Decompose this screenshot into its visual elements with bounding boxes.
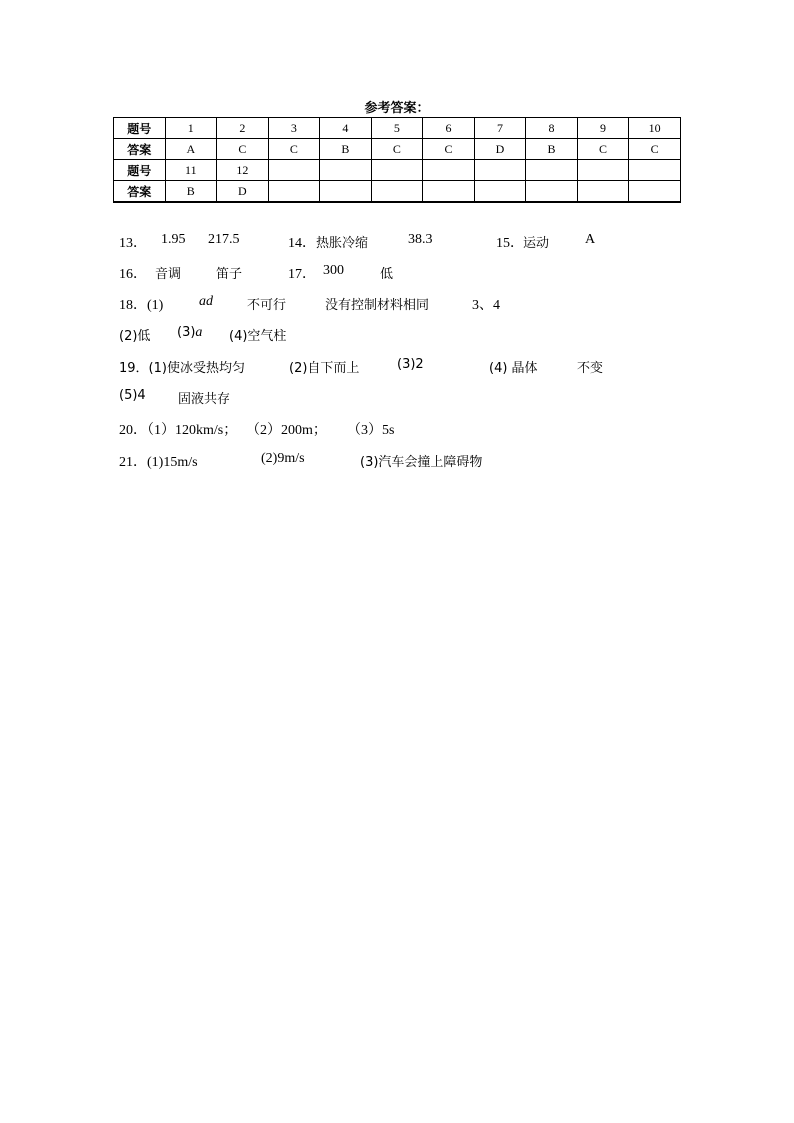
answer-line-16-17 (0, 263, 794, 283)
question-number-cell: 2 (217, 118, 269, 139)
empty-cell (629, 181, 681, 203)
empty-cell (526, 181, 578, 203)
answer-18-2: (2)低 (119, 329, 151, 344)
answer-line-13-15 (0, 232, 794, 252)
answer-20-3: （3）5s (347, 423, 395, 438)
answer-20-2: （2）200m； (246, 423, 327, 438)
answer-16-number: 16． (119, 267, 147, 282)
answer-cell: C (423, 139, 475, 160)
answer-15-a: 运动 (523, 236, 550, 251)
answer-cell: C (629, 139, 681, 160)
row-label-question: 题号 (114, 160, 166, 181)
question-number-cell: 5 (371, 118, 423, 139)
answer-15-b: A (585, 232, 596, 247)
table-row (114, 139, 681, 160)
answer-19-4b: 不变 (577, 361, 604, 376)
answer-18-c: 没有控制材料相同 (325, 298, 430, 313)
answer-table (113, 117, 681, 203)
answer-line-18 (0, 294, 794, 314)
answer-cell: B (526, 139, 578, 160)
table-row (114, 181, 681, 203)
answer-14-b: 38.3 (408, 232, 433, 247)
empty-cell (526, 160, 578, 181)
answer-cell: A (165, 139, 217, 160)
answer-19-2: (2)自下而上 (289, 361, 360, 376)
answer-18-d: 3、4 (472, 298, 500, 313)
question-number-cell: 4 (320, 118, 372, 139)
question-number-cell: 12 (217, 160, 269, 181)
answer-cell: B (320, 139, 372, 160)
question-number-cell: 11 (165, 160, 217, 181)
answer-18-a: ad (199, 294, 213, 309)
question-number-cell: 9 (577, 118, 629, 139)
answer-21-1: 21．(1)15m/s (119, 455, 198, 470)
answer-18-number: 18．(1) (119, 298, 164, 313)
answer-14-number: 14． (288, 236, 316, 251)
answer-19-5: (5)4 (119, 388, 146, 403)
answer-13-number: 13． (119, 236, 147, 251)
row-label-question: 题号 (114, 118, 166, 139)
answer-21-2: (2)9m/s (261, 451, 305, 466)
empty-cell (268, 160, 320, 181)
answer-18-3 (177, 325, 202, 341)
question-number-cell: 8 (526, 118, 578, 139)
answer-cell: C (217, 139, 269, 160)
answer-13-b: 217.5 (208, 232, 240, 247)
empty-cell (629, 160, 681, 181)
empty-cell (371, 181, 423, 203)
question-number-cell: 3 (268, 118, 320, 139)
answer-18-3-value: a (195, 325, 203, 340)
answer-18-3-prefix: (3) (177, 325, 196, 340)
empty-cell (474, 160, 526, 181)
answer-line-21 (0, 451, 794, 471)
empty-cell (320, 181, 372, 203)
question-number-cell: 1 (165, 118, 217, 139)
answer-line-19-continued (0, 388, 794, 408)
table-row (114, 118, 681, 139)
answer-13-a: 1.95 (161, 232, 186, 247)
answer-key-title: 参考答案： (364, 101, 430, 116)
answer-16-b: 笛子 (216, 267, 243, 282)
question-number-cell: 6 (423, 118, 475, 139)
row-label-answer: 答案 (114, 181, 166, 203)
answer-cell: C (371, 139, 423, 160)
row-label-answer: 答案 (114, 139, 166, 160)
question-number-cell: 7 (474, 118, 526, 139)
question-number-cell: 10 (629, 118, 681, 139)
answer-19-5b: 固液共存 (178, 392, 231, 407)
answer-cell: B (165, 181, 217, 203)
answer-19-1: 19．(1)使冰受热均匀 (119, 361, 245, 376)
table-row (114, 160, 681, 181)
answer-line-20 (0, 419, 794, 439)
answer-19-4: (4) 晶体 (489, 361, 538, 376)
answer-17-a: 300 (323, 263, 344, 278)
answer-15-number: 15． (496, 236, 524, 251)
answer-line-18-continued (0, 325, 794, 345)
empty-cell (371, 160, 423, 181)
empty-cell (320, 160, 372, 181)
answer-17-number: 17． (288, 267, 316, 282)
empty-cell (423, 160, 475, 181)
answer-21-3: (3)汽车会撞上障碍物 (360, 455, 483, 470)
answer-16-a: 音调 (155, 267, 182, 282)
empty-cell (423, 181, 475, 203)
empty-cell (577, 181, 629, 203)
answer-20-1: 20．（1）120km/s； (119, 423, 238, 438)
answer-14-a: 热胀冷缩 (316, 236, 369, 251)
empty-cell (577, 160, 629, 181)
answer-19-3: (3)2 (397, 357, 424, 372)
answer-cell: D (217, 181, 269, 203)
answer-line-19 (0, 357, 794, 377)
answer-cell: C (268, 139, 320, 160)
empty-cell (268, 181, 320, 203)
answer-17-b: 低 (380, 267, 394, 282)
answer-cell: C (577, 139, 629, 160)
empty-cell (474, 181, 526, 203)
answer-cell: D (474, 139, 526, 160)
answer-18-b: 不可行 (247, 298, 287, 313)
answer-18-4: (4)空气柱 (229, 329, 287, 344)
